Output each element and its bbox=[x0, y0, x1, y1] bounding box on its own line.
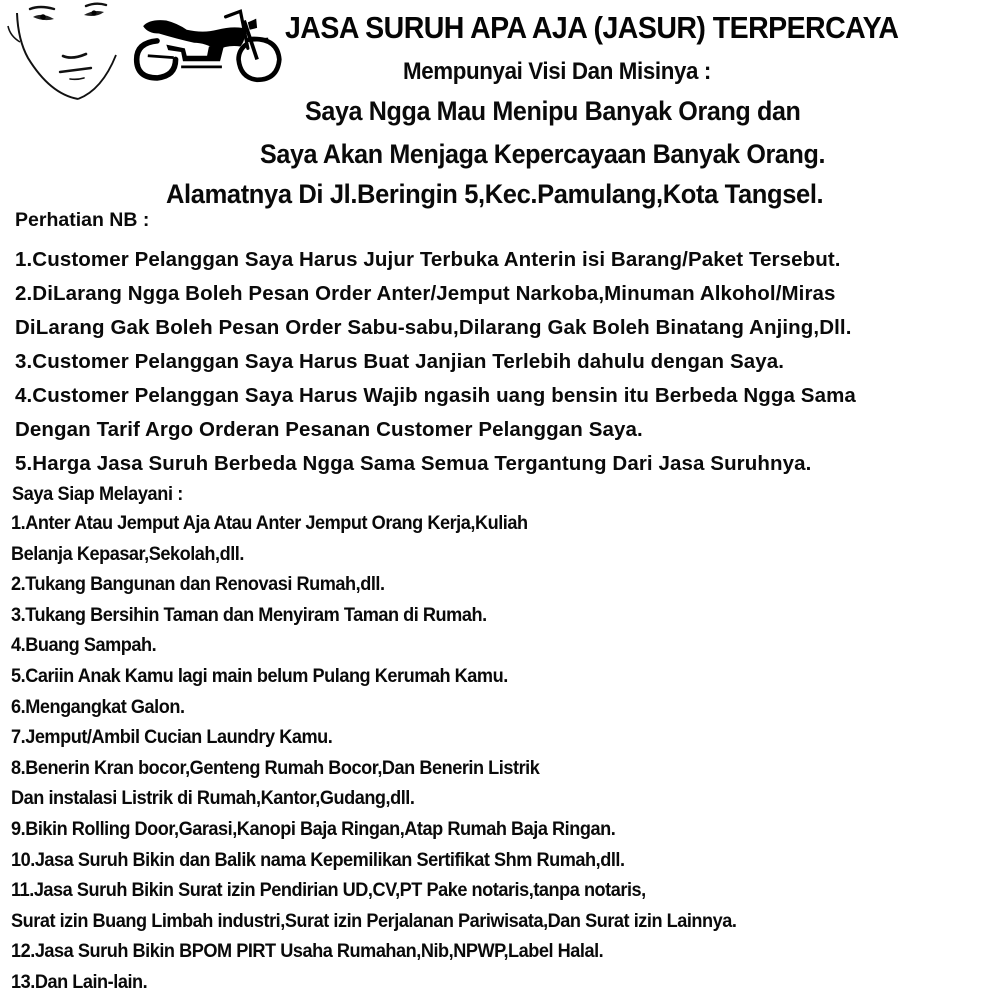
vision-line: Saya Ngga Mau Menipu Banyak Orang dan bbox=[305, 96, 801, 126]
service-item: 7.Jemput/Ambil Cucian Laundry Kamu. bbox=[11, 726, 333, 749]
services-list bbox=[11, 508, 791, 998]
service-item: 9.Bikin Rolling Door,Garasi,Kanopi Baja Ringan,Atap Rumah Baja Ringan. bbox=[11, 817, 616, 840]
notice-item: 3.Customer Pelanggan Saya Harus Buat Janjian Terlebih dahulu dengan Saya. bbox=[15, 350, 785, 373]
service-item: 11.Jasa Suruh Bikin Surat izin Pendirian UD,CV,PT Pake notaris,tanpa notaris, bbox=[11, 879, 646, 902]
notice-item-continuation: Dengan Tarif Argo Orderan Pesanan Customer Pelanggan Saya. bbox=[15, 418, 643, 441]
notice-item: 5.Harga Jasa Suruh Berbeda Ngga Sama Semua Tergantung Dari Jasa Suruhnya. bbox=[15, 452, 812, 475]
service-item: 1.Anter Atau Jemput Aja Atau Anter Jemput Orang Kerja,Kuliah bbox=[11, 512, 528, 534]
service-item: 10.Jasa Suruh Bikin dan Balik nama Kepemilikan Sertifikat Shm Rumah,dll. bbox=[11, 848, 625, 871]
notice-item: 4.Customer Pelanggan Saya Harus Wajib ngasih uang bensin itu Berbeda Ngga Sama bbox=[15, 384, 856, 407]
page-title: JASA SURUH APA AJA (JASUR) TERPERCAYA bbox=[285, 10, 899, 45]
service-item-continuation: Belanja Kepasar,Sekolah,dll. bbox=[11, 542, 244, 565]
service-item: 2.Tukang Bangunan dan Renovasi Rumah,dll. bbox=[11, 573, 385, 596]
service-item-continuation: Dan instalasi Listrik di Rumah,Kantor,Gudang,dll. bbox=[11, 787, 415, 810]
motorcycle-icon bbox=[128, 2, 288, 90]
notice-item: 1.Customer Pelanggan Saya Harus Jujur Terbuka Anterin isi Barang/Paket Tersebut. bbox=[15, 248, 841, 271]
service-item-continuation: Surat izin Buang Limbah industri,Surat izin Perjalanan Pariwisata,Dan Surat izin Lainnya. bbox=[11, 909, 737, 932]
services-heading: Saya Siap Melayani : bbox=[12, 483, 183, 505]
service-item: 3.Tukang Bersihin Taman dan Menyiram Taman di Rumah. bbox=[11, 603, 487, 626]
notice-item-continuation: DiLarang Gak Boleh Pesan Order Sabu-sabu,Dilarang Gak Boleh Binatang Anjing,Dll. bbox=[15, 316, 852, 339]
service-item: 5.Cariin Anak Kamu lagi main belum Pulang Kerumah Kamu. bbox=[11, 664, 508, 687]
vision-heading: Mempunyai Visi Dan Misinya : bbox=[403, 58, 711, 85]
notice-list bbox=[15, 243, 856, 481]
service-item: 13.Dan Lain-lain. bbox=[11, 970, 148, 993]
service-item: 12.Jasa Suruh Bikin BPOM PIRT Usaha Rumahan,Nib,NPWP,Label Halal. bbox=[11, 940, 604, 963]
notice-heading: Perhatian NB : bbox=[15, 209, 150, 231]
vision-line: Saya Akan Menjaga Kepercayaan Banyak Orang. bbox=[260, 139, 826, 169]
service-item: 8.Benerin Kran bocor,Genteng Rumah Bocor,Dan Benerin Listrik bbox=[11, 756, 540, 779]
face-icon bbox=[0, 0, 130, 100]
address-text: Alamatnya Di Jl.Beringin 5,Kec.Pamulang,Kota Tangsel. bbox=[166, 179, 824, 209]
service-item: 6.Mengangkat Galon. bbox=[11, 695, 185, 718]
service-item: 4.Buang Sampah. bbox=[11, 634, 157, 657]
notice-item: 2.DiLarang Ngga Boleh Pesan Order Anter/Jemput Narkoba,Minuman Alkohol/Miras bbox=[15, 282, 836, 305]
